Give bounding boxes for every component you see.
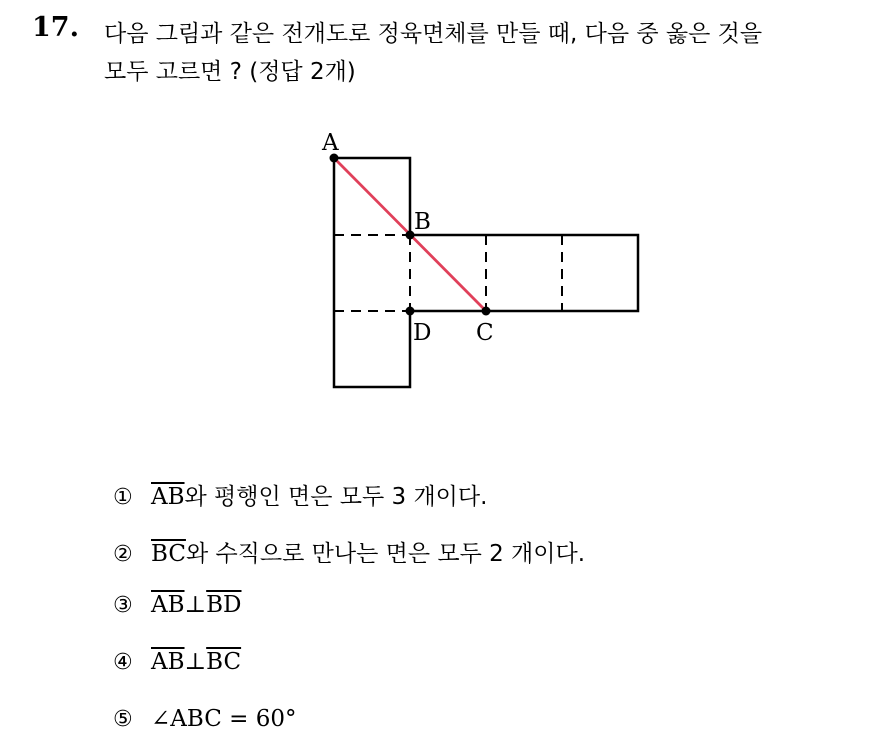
option-text: 와 평행인 면은 모두 3 개이다.	[184, 484, 488, 510]
option-marker: ①	[113, 485, 133, 510]
segment-ab: $\overline{AB}$	[151, 592, 185, 618]
label-a: A	[322, 130, 339, 156]
option-2[interactable]	[113, 535, 585, 568]
angle-expression: ∠ABC = 60°	[151, 706, 297, 732]
perpendicular-symbol: ⊥	[184, 649, 207, 675]
option-text: 와 수직으로 만나는 면은 모두 2 개이다.	[185, 541, 586, 567]
point-d	[406, 307, 415, 316]
option-5[interactable]	[113, 706, 296, 732]
option-marker: ②	[113, 542, 133, 567]
net-column-outline	[334, 158, 410, 387]
net-strip-outline	[410, 235, 638, 311]
segment-bc: $\overline{BC}$	[206, 649, 242, 675]
option-marker: ③	[113, 593, 133, 618]
segment-bc: $\overline{BC}$	[151, 541, 186, 567]
option-marker: ④	[113, 650, 133, 675]
question-number: 17.	[32, 12, 79, 43]
question-text-line-1: 다음 그림과 같은 전개도로 정육면체를 만들 때, 다음 중 옳은 것을	[104, 21, 763, 47]
label-c: C	[476, 320, 494, 346]
segment-bd: $\overline{BD}$	[206, 592, 242, 618]
label-b: B	[414, 209, 431, 235]
segment-ab: $\overline{AB}$	[151, 484, 185, 510]
label-d: D	[413, 320, 432, 346]
perpendicular-symbol: ⊥	[184, 592, 207, 618]
question-text-line-2: 모두 고르면 ? (정답 2개)	[104, 59, 356, 85]
segment-ab: $\overline{AB}$	[151, 649, 185, 675]
option-1[interactable]	[113, 478, 487, 511]
option-4[interactable]	[113, 649, 241, 675]
option-3[interactable]	[113, 592, 242, 618]
point-c	[482, 307, 491, 316]
option-marker: ⑤	[113, 707, 133, 732]
